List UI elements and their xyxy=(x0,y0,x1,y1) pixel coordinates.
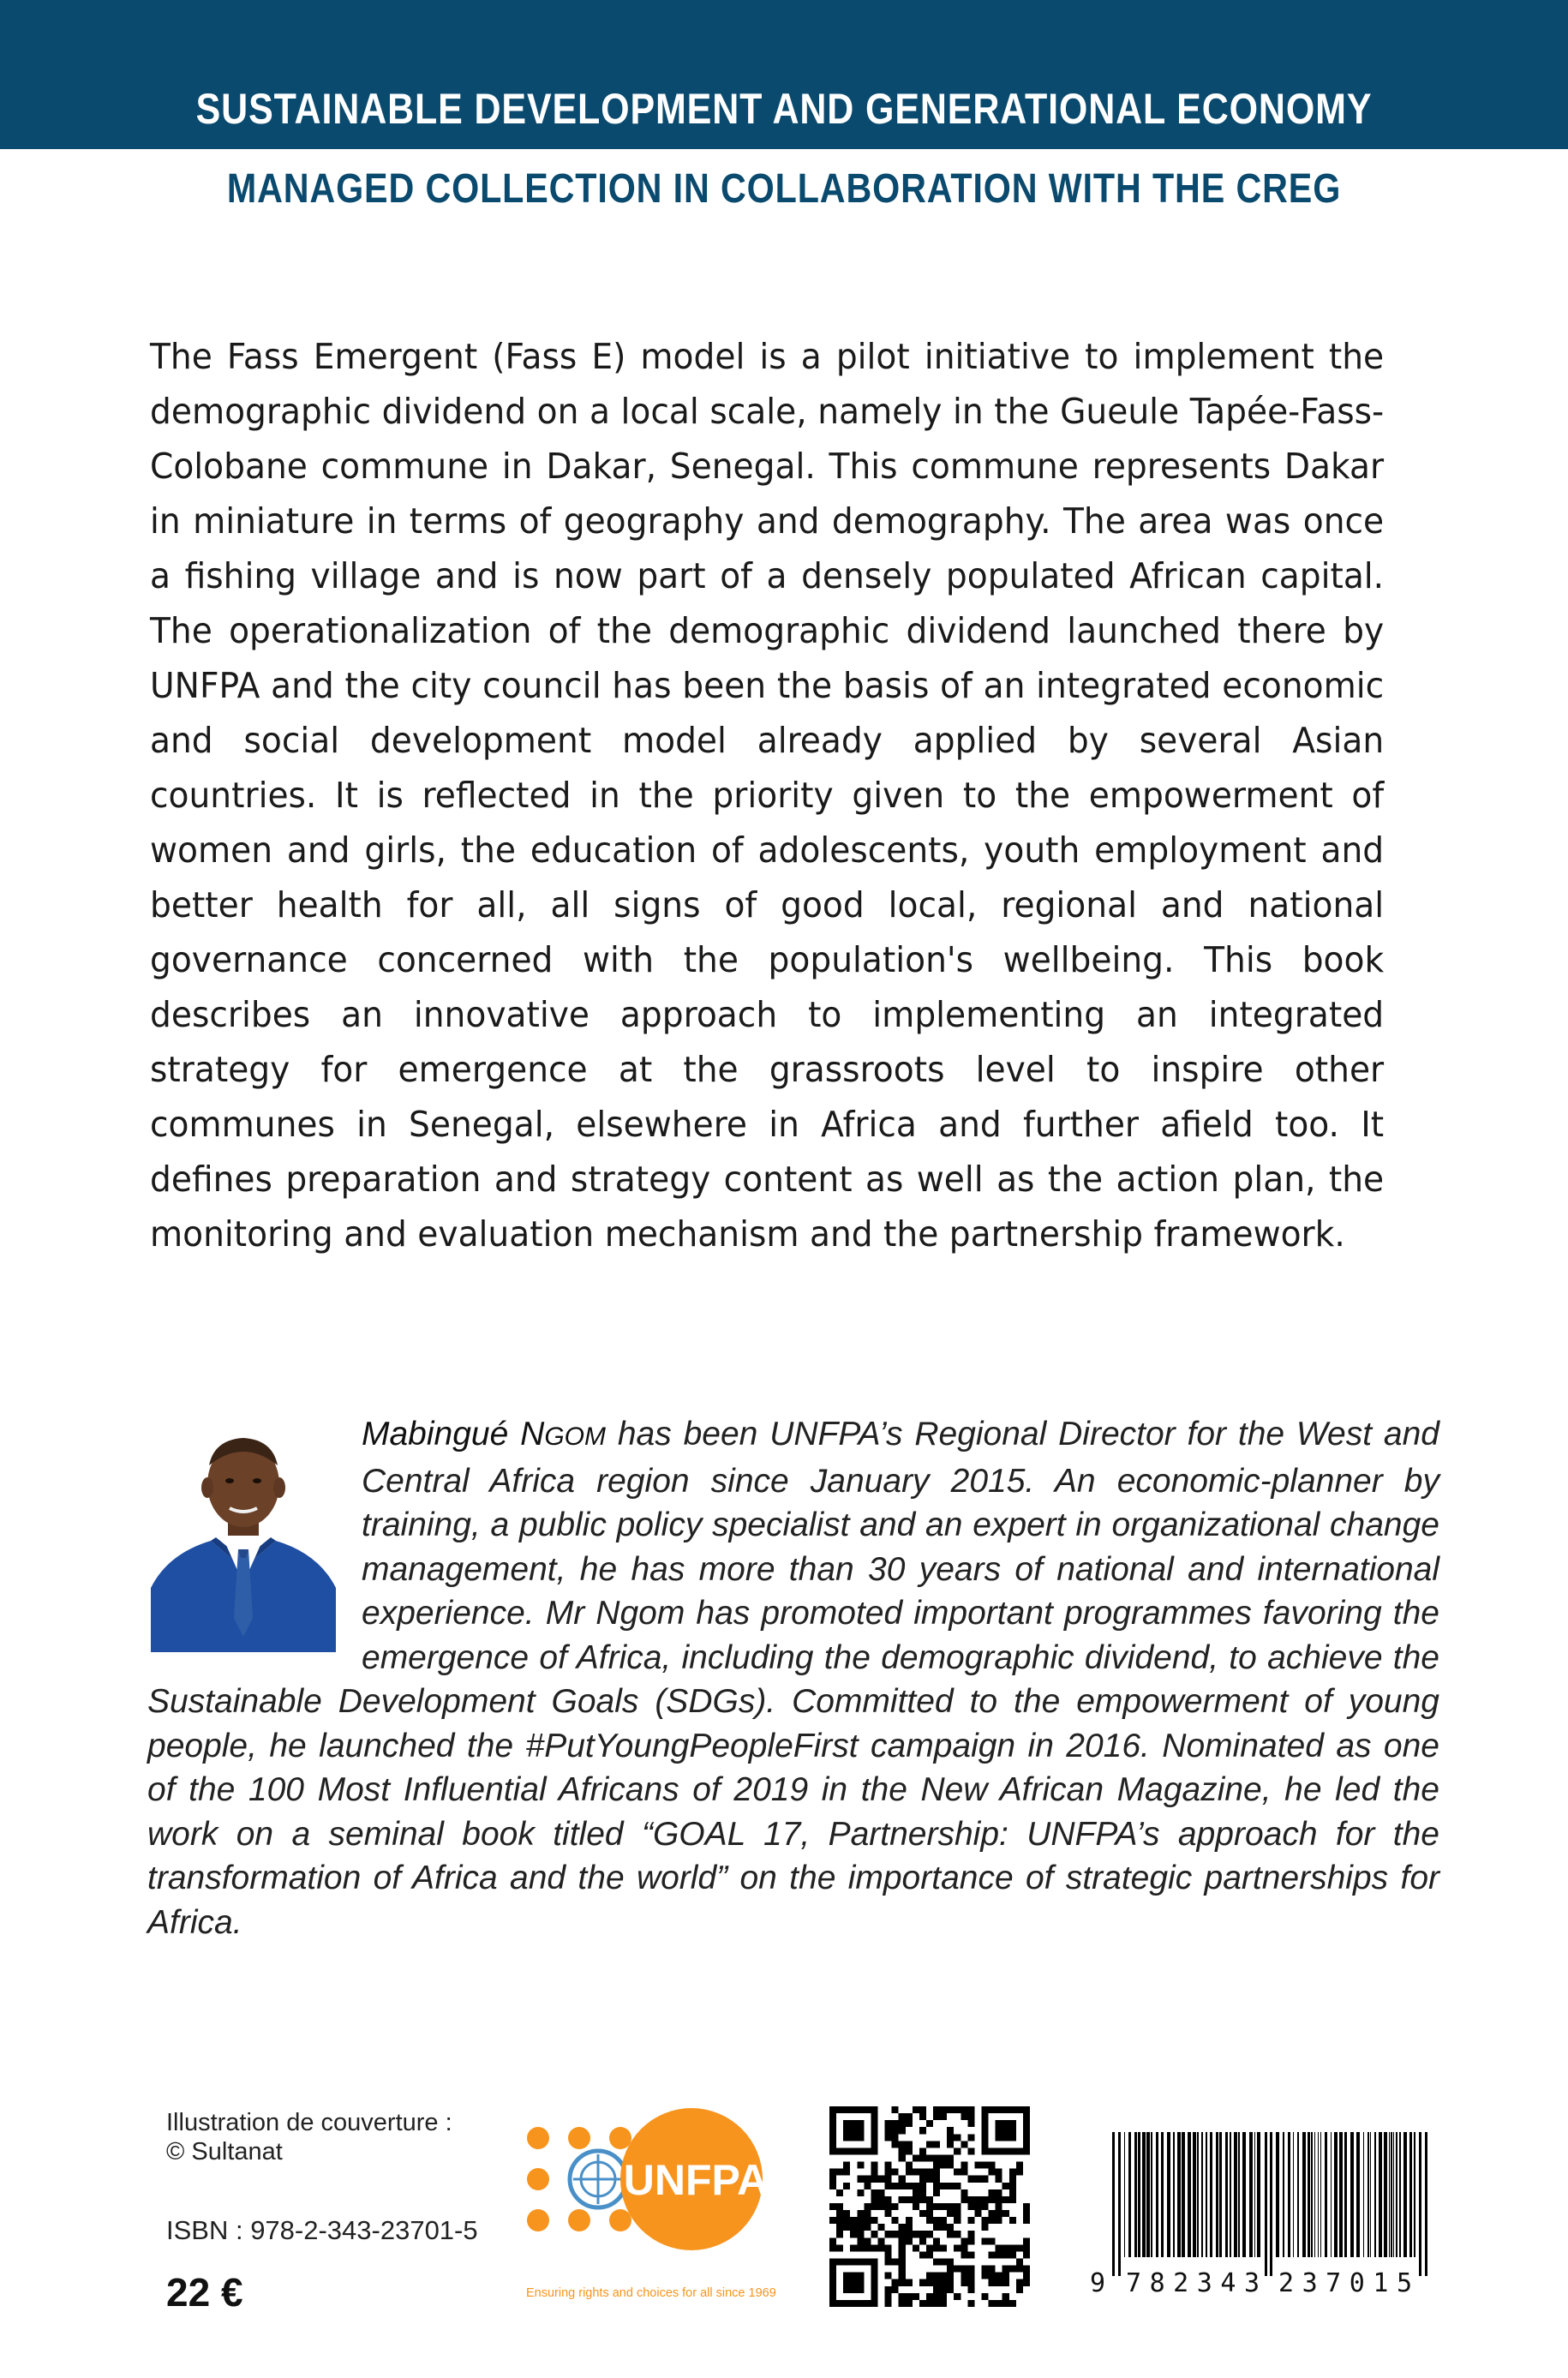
author-photo xyxy=(151,1412,336,1652)
unfpa-tagline: Ensuring rights and choices for all since 1969 xyxy=(526,2286,776,2300)
author-first-name: Mabingué xyxy=(362,1416,509,1453)
barcode-digits-right: 237015 xyxy=(1278,2268,1412,2298)
price: 22 € xyxy=(166,2270,243,2315)
author-surname-initial: N xyxy=(520,1416,545,1453)
isbn-barcode xyxy=(1090,2132,1433,2298)
unfpa-name: UNFPA xyxy=(623,2156,769,2204)
collection-subtitle: MANAGED COLLECTION IN COLLABORATION WITH THE CREG xyxy=(226,166,1342,212)
unfpa-logo xyxy=(524,2115,816,2312)
author-name xyxy=(362,1416,606,1453)
illustration-credit: © Sultanat xyxy=(166,2138,283,2165)
book-description: The Fass Emergent (Fass E) model is a pilot initiative to implement the demographic dividend on a local scale, namely in the Gueule Tapée-Fass-Colobane commune in Dakar, Senegal. This commune represents Dakar in miniature in terms of geography and demography. The area was once a fishing village and is now part of a densely populated African capital. The operationalization of the demographic dividend launched there by UNFPA and the city council has been the basis of an integrated economic and social development model already applied by several Asian countries. It is reflected in the priority given to the empowerment of women and girls, the education of adolescents, youth employment and better health for all, all signs of good local, regional and national governance concerned with the population's wellbeing. This book describes an innovative approach to implementing an integrated strategy for emergence at the grassroots level to inspire other communes in Senegal, elsewhere in Africa and further afield too. It defines preparation and strategy content as well as the action plan, the monitoring and evaluation mechanism and the partnership framework. xyxy=(150,336,1385,1255)
author-bio xyxy=(147,1412,1439,1944)
barcode-digit-lead: 9 xyxy=(1090,2268,1106,2298)
author-surname-rest: GOM xyxy=(544,1423,606,1451)
illustration-label: Illustration de couverture : xyxy=(166,2109,452,2136)
qr-code xyxy=(829,2106,1030,2307)
barcode-digits-left: 782343 xyxy=(1126,2268,1260,2298)
isbn: ISBN : 978-2-343-23701-5 xyxy=(166,2215,478,2245)
author-bio-text: has been UNFPA’s Regional Director for the West and Central Africa region since January 2015. An economic-planner by training, a public policy specialist and an expert in organizational change management, he has more than 30 years of national and international experience. Mr Ngom has promoted important programmes favoring the emergence of Africa, including the demographic dividend, to achieve the Sustainable Development Goals (SDGs). Committed to the empowerment of young people, he launched the #PutYoungPeopleFirst campaign in 2016. Nominated as one of the 100 Most Influential Africans of 2019 in the New African Magazine, he led the work on a seminal book titled “GOAL 17, Partnership: UNFPA’s approach for the transformation of Africa and the world” on the importance of strategic partnerships for Africa. xyxy=(147,1416,1439,1941)
series-title: SUSTAINABLE DEVELOPMENT AND GENERATIONAL ECONOMY xyxy=(195,85,1373,133)
